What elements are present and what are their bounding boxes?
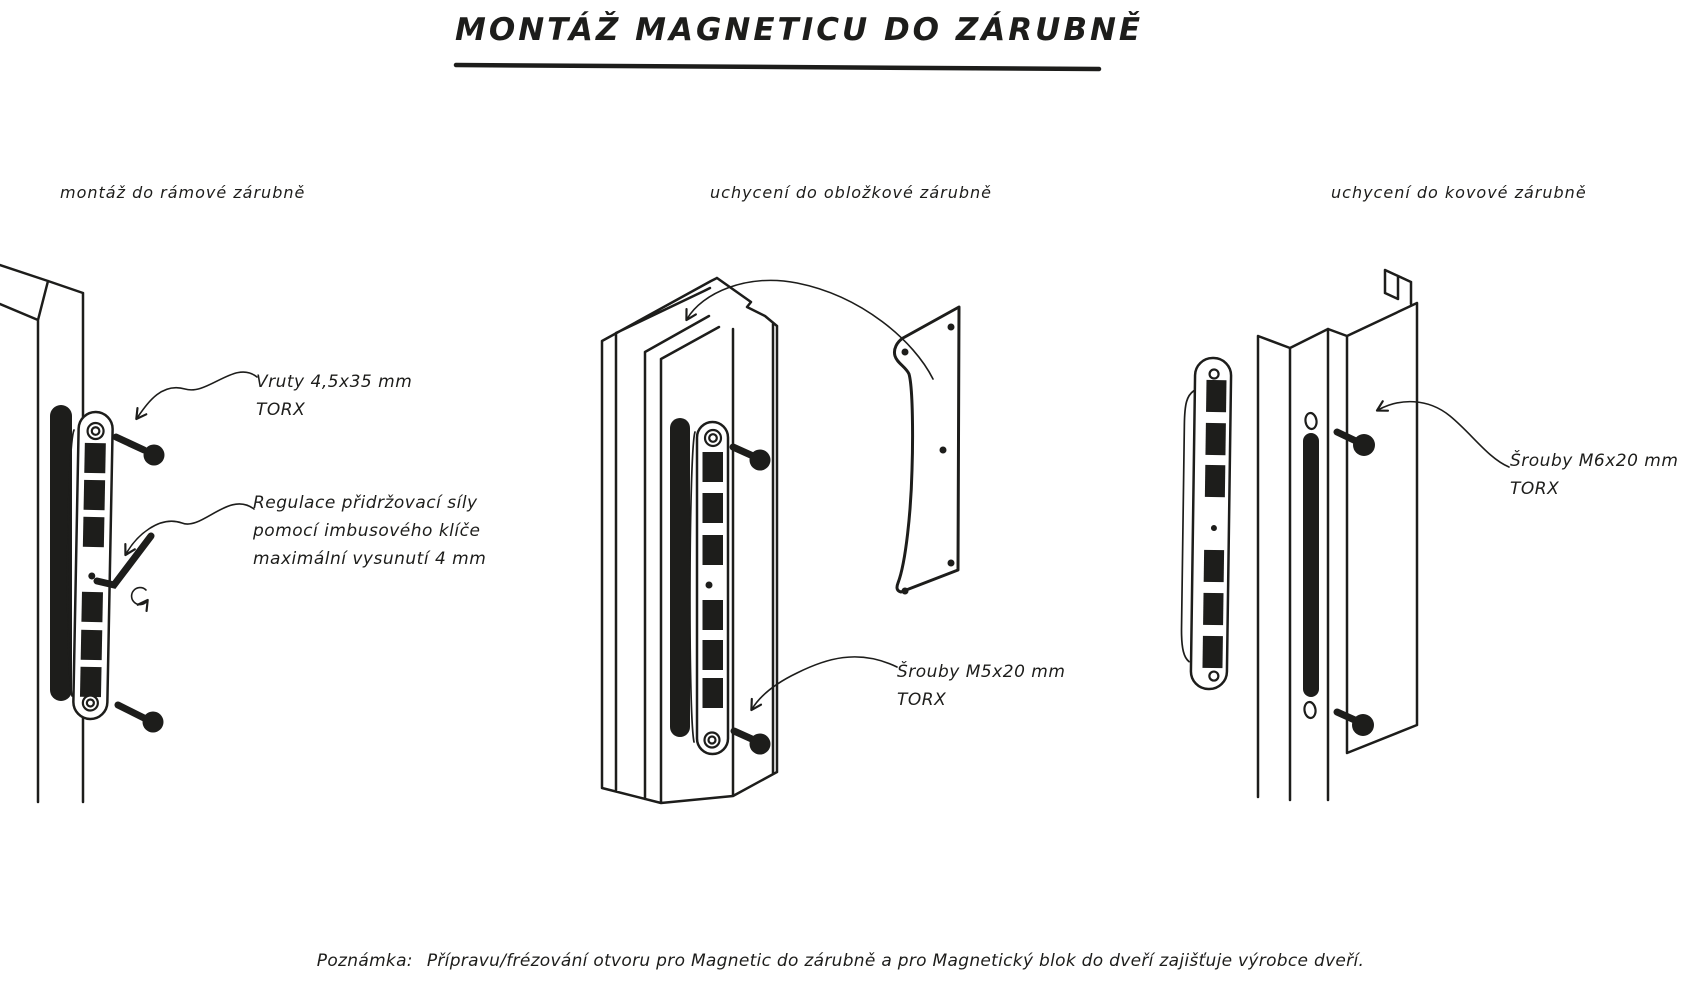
title-underline	[456, 65, 1099, 69]
annotation-line: Vruty 4,5x35 mm	[256, 372, 413, 392]
screw-top	[1337, 432, 1375, 456]
annotation-line: maximální vysunutí 4 mm	[253, 549, 487, 569]
rotate-arrow-icon	[132, 588, 147, 605]
annotation-srouby-m5	[897, 658, 1065, 714]
annotation-srouby-m6	[1510, 447, 1678, 503]
cover-plate	[894, 307, 959, 595]
adjust-screw-dot	[706, 582, 713, 589]
section-label-metal-jamb: uchycení do kovové zárubně	[1331, 183, 1587, 202]
screw-bottom	[118, 705, 164, 733]
strip-backing	[690, 432, 695, 742]
section-label-frame-jamb: montáž do rámové zárubně	[60, 183, 306, 202]
mortise-slot	[670, 418, 690, 737]
annotation-vruty	[256, 368, 412, 424]
annotation-line: TORX	[897, 690, 947, 710]
leader-srouby-m6	[1378, 402, 1509, 467]
screw-top	[116, 437, 165, 466]
magnetic-strip	[1181, 358, 1232, 690]
leader-cover-plate	[687, 280, 933, 379]
footer-note-text: Přípravu/frézování otvoru pro Magnetic do zárubně a pro Magnetický blok do dveří zajišťuje výrobce dveří.	[426, 951, 1365, 971]
mortise-slot	[1303, 433, 1319, 697]
annotation-line: Šrouby M5x20 mm	[897, 662, 1066, 682]
annotation-line: TORX	[256, 400, 306, 420]
screw-hole-top	[1304, 412, 1317, 429]
annotation-regulace	[253, 489, 486, 573]
jamb-outline	[1258, 270, 1417, 800]
section-label-lined-jamb: uchycení do obložkové zárubně	[710, 183, 992, 202]
drawing-metal-jamb	[1181, 270, 1509, 800]
footer-note	[0, 951, 1681, 971]
annotation-line: TORX	[1510, 479, 1560, 499]
screw-top	[733, 447, 771, 471]
screw-bottom	[1337, 712, 1374, 736]
page-title: MONTÁŽ MAGNETICU DO ZÁRUBNĚ	[455, 12, 1144, 48]
leader-vruty	[137, 372, 257, 418]
screw-hole-bottom	[1303, 701, 1316, 718]
screw-bottom	[734, 731, 771, 755]
annotation-line: Regulace přidržovací síly	[253, 493, 478, 513]
footer-note-label: Poznámka:	[316, 951, 413, 971]
magnetic-strip	[73, 412, 113, 720]
annotation-line: Šrouby M6x20 mm	[1510, 451, 1679, 471]
drawing-lined-jamb	[602, 278, 959, 803]
annotation-line: pomocí imbusového klíče	[253, 521, 481, 541]
drawing-frame-jamb	[0, 265, 257, 802]
magnetic-strip	[697, 422, 728, 754]
